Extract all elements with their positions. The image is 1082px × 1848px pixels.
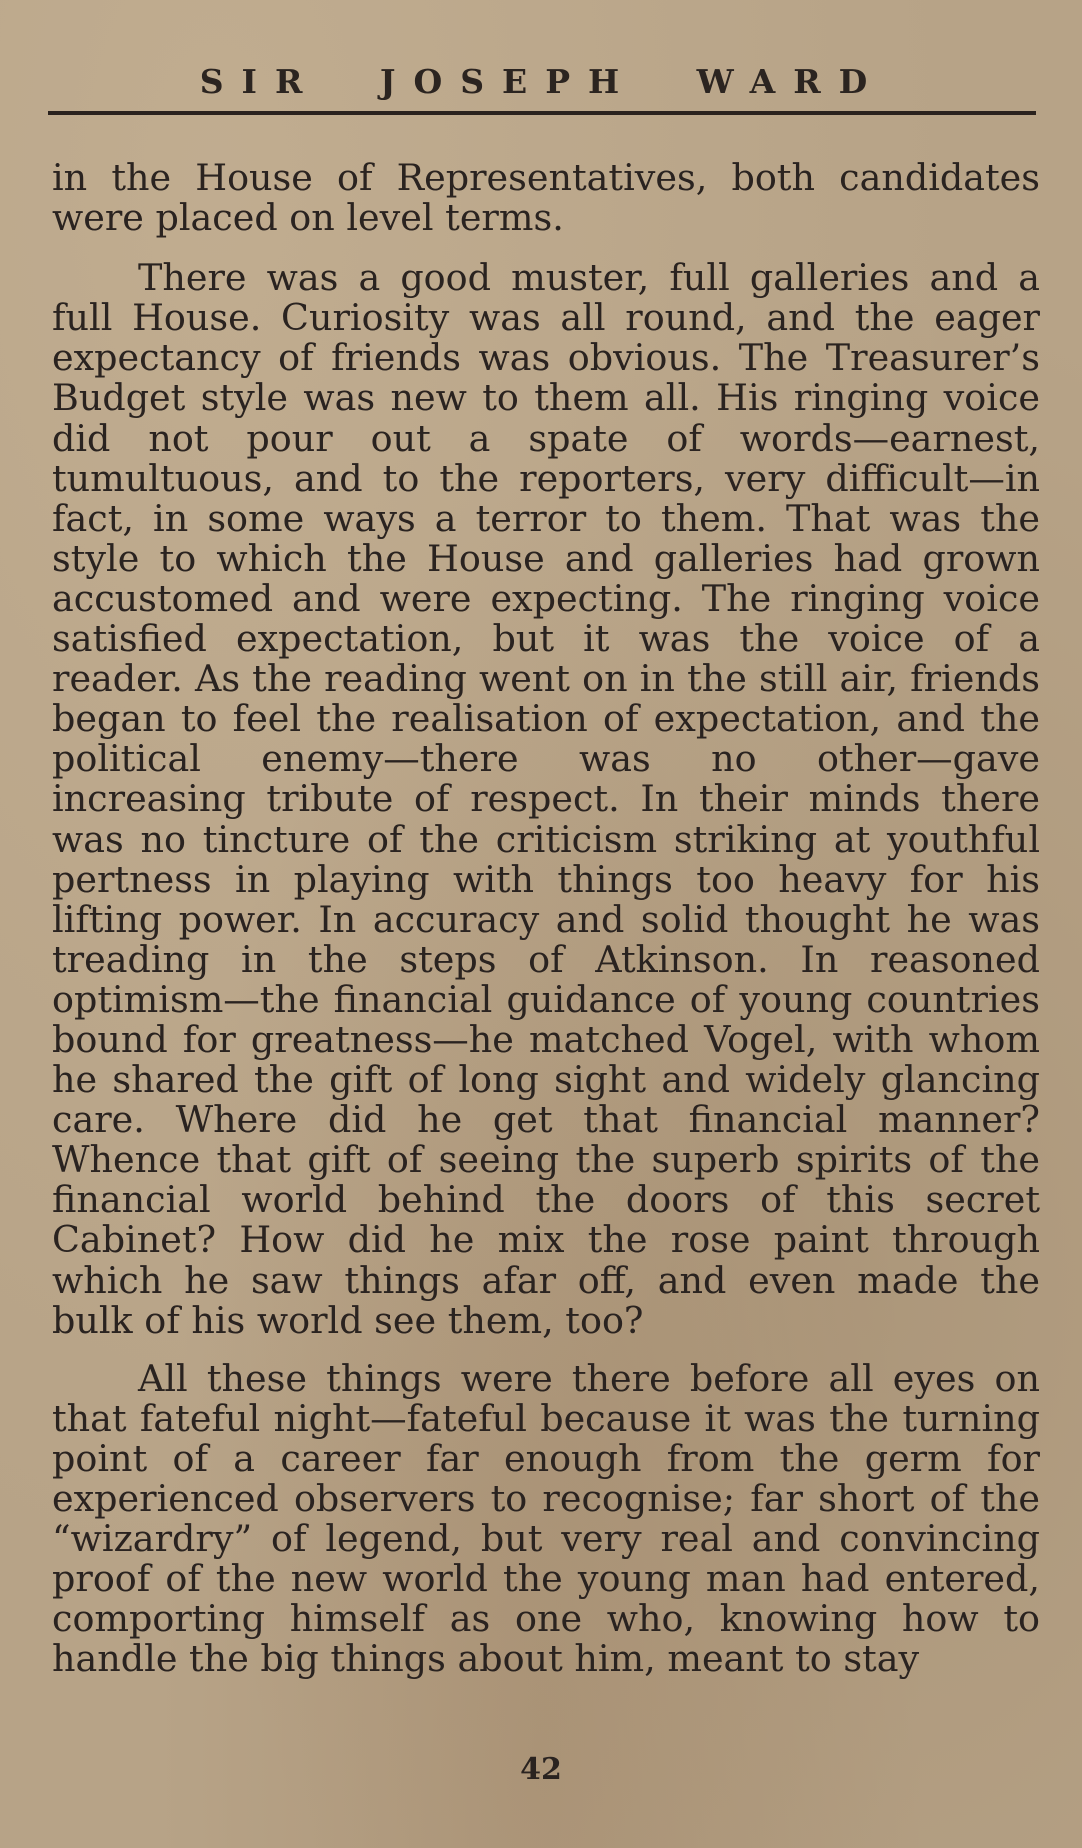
body-text	[52, 158, 1040, 1679]
running-head-word: SIR	[199, 62, 321, 101]
running-head	[50, 62, 1035, 112]
running-head-word: JOSEPH	[379, 62, 638, 101]
paragraph: in the House of Representatives, both candidates were placed on level terms.	[52, 156, 1040, 240]
header-rule	[48, 111, 1036, 115]
paragraph: There was a good muster, full galleries and a full House. Curiosity was all round, and the eager expectancy of friends was obvious. The Treasurer’s Budget style was new to them all. His ringing voice did not pour out a spate of words—earnest, tumultuous, and to the reporters, very difficult—in fact, in some ways a terror to them. That was the style to which the House and galleries had grown accustomed and were expecting. The ringing voice satisfied expectation, but it was the voice of a reader. As the reading went on in the still air, friends began to feel the realisation of expectation, and the political enemy—there was no other—gave increasing tribute of respect. In their minds there was no tincture of the criticism striking at youthful pertness in playing with things too heavy for his lifting power. In accuracy and solid thought he was treading in the steps of Atkinson. In reasoned optimism—the financial guidance of young countries bound for greatness—he matched Vogel, with whom he shared the gift of long sight and widely glancing care. Where did he get that financial manner? Whence that gift of seeing the superb spirits of the financial world behind the doors of this secret Cabinet? How did he mix the rose paint through which he saw things afar off, and even made the bulk of his world see them, too?	[52, 256, 1040, 1342]
page-number: 42	[520, 1752, 562, 1787]
paragraph: All these things were there before all eyes on that fateful night—fateful because it was the turning point of a career far enough from the germ for experienced observers to recognise; far short of the “wizardry” of legend, but very real and convincing proof of the new world the young man had entered, comporting himself as one who, knowing how to handle the big things about him, meant to stay	[52, 1356, 1040, 1681]
running-head-word: WARD	[696, 62, 886, 101]
